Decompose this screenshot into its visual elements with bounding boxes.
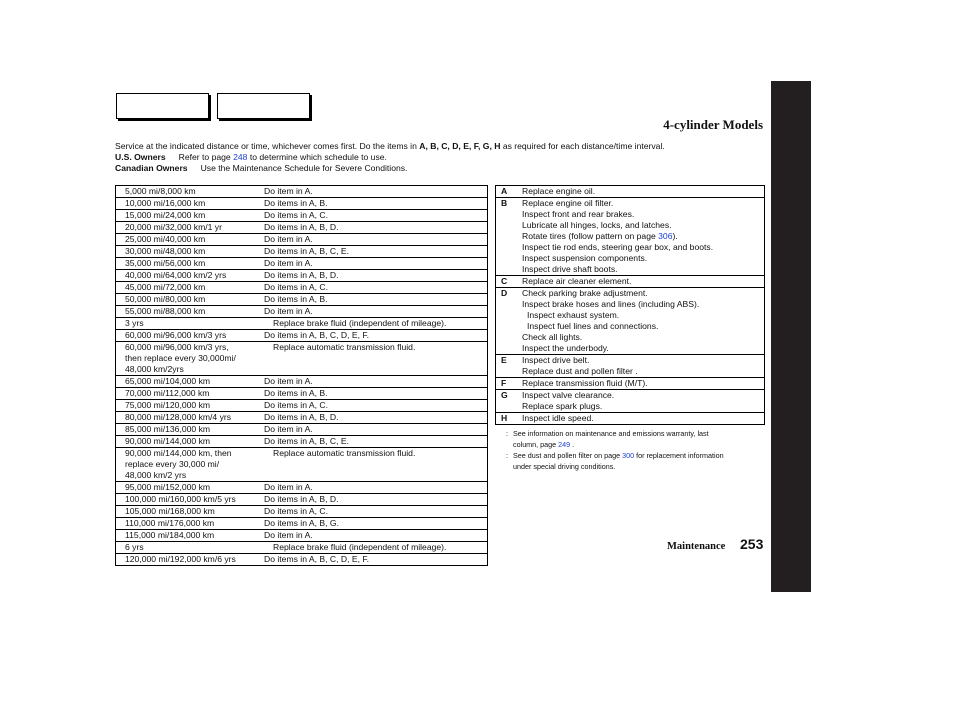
schedule-row [116,342,488,376]
legend-item-text: Inspect suspension components. [522,253,648,263]
schedule-action-text: Do items in A, B, D. [264,222,339,232]
schedule-action-text: Replace automatic transmission fluid. [273,342,416,352]
legend-item-text: Replace engine oil. [522,186,596,196]
schedule-interval-line: 115,000 mi/184,000 km [125,530,215,540]
legend-item-text: Replace dust and pollen filter . [522,366,638,376]
schedule-interval-line: 50,000 mi/80,000 km [125,294,206,304]
schedule-action-text: Replace automatic transmission fluid. [273,448,416,458]
legend-items [522,276,765,288]
schedule-action [264,282,488,294]
schedule-interval [116,222,265,234]
schedule-action [264,330,488,342]
schedule-interval-line: then replace every 30,000mi/ [125,353,236,363]
schedule-action [264,342,488,376]
schedule-interval [116,198,265,210]
schedule-action-text: Do items in A, C. [264,400,328,410]
legend-letter: H [501,413,508,423]
schedule-interval-line: 25,000 mi/40,000 km [125,234,206,244]
schedule-interval-line: 3 yrs [125,318,144,328]
schedule-row [116,246,488,258]
legend-item-text: Inspect tie rod ends, steering gear box, and boots. [522,242,714,252]
legend-item-text: Check all lights. [522,332,583,342]
schedule-row [116,518,488,530]
schedule-action [264,318,488,330]
maintenance-schedule-table [115,185,488,566]
legend-letter: G [501,390,508,400]
legend-row [496,390,765,413]
page-title: 4-cylinder Models [663,117,763,132]
legend-item-text: Inspect drive belt. [522,355,590,365]
schedule-action-text: Do item in A. [264,258,313,268]
schedule-interval [116,518,265,530]
legend-item-text: Replace engine oil filter. [522,198,614,208]
legend-letter: A [501,186,508,196]
schedule-action [264,210,488,222]
schedule-interval-line: 35,000 mi/56,000 km [125,258,206,268]
schedule-action-text: Do items in A, C. [264,210,328,220]
schedule-interval-line: 110,000 mi/176,000 km [125,518,215,528]
schedule-row [116,210,488,222]
schedule-row [116,186,488,198]
schedule-row [116,482,488,494]
schedule-interval-line: 105,000 mi/168,000 km [125,506,215,516]
section-name: Maintenance [667,541,726,552]
schedule-interval-line: 6 yrs [125,542,144,552]
legend-items [522,390,765,413]
schedule-interval-line: 48,000 km/2yrs [125,364,184,374]
schedule-interval-line: 80,000 mi/128,000 km/4 yrs [125,412,232,422]
schedule-action-text: Do item in A. [264,306,313,316]
page-link-306[interactable]: 306 [658,231,673,241]
schedule-interval-line: 70,000 mi/112,000 km [125,388,210,398]
schedule-row [116,330,488,342]
schedule-action [264,186,488,198]
schedule-interval-line: 75,000 mi/120,000 km [125,400,211,410]
legend-items [522,378,765,390]
schedule-action [264,424,488,436]
schedule-action [264,448,488,482]
schedule-interval-line: 85,000 mi/136,000 km [125,424,211,434]
schedule-action [264,412,488,424]
service-items-legend-table [495,185,765,425]
schedule-action-text: Replace brake fluid (independent of mileage). [273,318,447,328]
schedule-interval [116,294,265,306]
schedule-action-text: Do item in A. [264,424,313,434]
schedule-interval-line: 60,000 mi/96,000 km/3 yrs, [125,342,229,352]
schedule-action [264,542,488,554]
footnote-pollen-filter: : See dust and pollen filter on page 300 for replacement information under special driving conditions. [506,451,724,471]
schedule-row [116,554,488,566]
schedule-row [116,222,488,234]
schedule-interval [116,554,265,566]
schedule-action [264,234,488,246]
schedule-interval [116,494,265,506]
schedule-action [264,222,488,234]
schedule-interval [116,186,265,198]
schedule-row [116,388,488,400]
schedule-row [116,436,488,448]
legend-item-text: Inspect fuel lines and connections. [527,321,659,331]
legend-item-text: Lubricate all hinges, locks, and latches. [522,220,672,230]
nav-box-previous[interactable] [116,93,209,119]
legend-item-text: Inspect exhaust system. [527,310,620,320]
legend-letter: F [501,378,507,388]
schedule-interval [116,258,265,270]
schedule-interval-line: 120,000 mi/192,000 km/6 yrs [125,554,236,564]
schedule-action-text: Do item in A. [264,376,313,386]
schedule-interval-line: 65,000 mi/104,000 km [125,376,211,386]
schedule-action [264,294,488,306]
schedule-action [264,530,488,542]
schedule-action [264,554,488,566]
legend-row [496,198,765,276]
schedule-action-text: Do items in A, B. [264,388,328,398]
legend-item-text: Inspect idle speed. [522,413,594,423]
schedule-interval [116,376,265,388]
page-number: 253 [740,536,764,552]
schedule-interval-line: 40,000 mi/64,000 km/2 yrs [125,270,227,280]
schedule-interval [116,436,265,448]
schedule-interval [116,282,265,294]
legend-item-text: Replace spark plugs. [522,401,603,411]
legend-item-text: Replace transmission fluid (M/T). [522,378,648,388]
schedule-action [264,482,488,494]
legend-item-text: Inspect front and rear brakes. [522,209,635,219]
schedule-interval-line: 90,000 mi/144,000 km, then [125,448,232,458]
schedule-interval [116,448,265,482]
legend-item-text: Inspect the underbody. [522,343,609,353]
legend-row [496,186,765,198]
schedule-interval-line: 48,000 km/2 yrs [125,470,187,480]
schedule-interval [116,246,265,258]
legend-item-text: Replace air cleaner element. [522,276,632,286]
page-link-249[interactable]: 249 [558,440,571,449]
schedule-interval [116,530,265,542]
footnote-warranty: : See information on maintenance and emissions warranty, last column, page 249 . [506,429,709,449]
schedule-action-text: Do item in A. [264,234,313,244]
schedule-interval [116,542,265,554]
schedule-action-text: Do items in A, B, C, E. [264,436,350,446]
schedule-action-text: Do items in A, B. [264,198,328,208]
legend-item-text: Inspect valve clearance. [522,390,615,400]
schedule-row [116,306,488,318]
legend-letter: E [501,355,507,365]
legend-items [522,413,765,425]
schedule-interval [116,342,265,376]
schedule-action [264,400,488,412]
section-tab-bar [771,81,811,592]
schedule-interval-line: 60,000 mi/96,000 km/3 yrs [125,330,227,340]
schedule-action-text: Do items in A, B, C, E. [264,246,350,256]
schedule-row [116,400,488,412]
schedule-interval [116,270,265,282]
schedule-interval [116,424,265,436]
schedule-action-text: Replace brake fluid (independent of mileage). [273,542,447,552]
legend-item-text: Check parking brake adjustment. [522,288,648,298]
schedule-action-text: Do items in A, C. [264,282,328,292]
schedule-action-text: Do items in A, B. [264,294,328,304]
schedule-action [264,198,488,210]
us-owners-line: U.S. Owners Refer to page 248 to determine which schedule to use. [115,152,387,162]
schedule-interval [116,210,265,222]
schedule-action-text: Do items in A, C. [264,506,328,516]
schedule-row [116,198,488,210]
schedule-row [116,412,488,424]
legend-row [496,413,765,425]
schedule-row [116,448,488,482]
schedule-row [116,258,488,270]
legend-item-text: Inspect drive shaft boots. [522,264,618,274]
nav-box-next[interactable] [217,93,310,119]
schedule-action-text: Do items in A, B, C, D, E, F. [264,330,370,340]
legend-letter: B [501,198,508,208]
legend-row [496,276,765,288]
schedule-action [264,376,488,388]
schedule-interval-line: 100,000 mi/160,000 km/5 yrs [125,494,236,504]
legend-items [522,198,765,276]
schedule-action-text: Do items in A, B, D. [264,270,339,280]
legend-item-text: Rotate tires (follow pattern on page 306). [522,231,678,241]
schedule-row [116,282,488,294]
schedule-row [116,270,488,282]
schedule-interval [116,482,265,494]
schedule-row [116,424,488,436]
legend-row [496,288,765,355]
schedule-row [116,542,488,554]
schedule-row [116,494,488,506]
schedule-interval [116,400,265,412]
schedule-action-text: Do item in A. [264,482,313,492]
page-link-248[interactable]: 248 [233,152,248,162]
schedule-interval [116,388,265,400]
schedule-action [264,436,488,448]
schedule-interval-line: 45,000 mi/72,000 km [125,282,206,292]
schedule-action [264,270,488,282]
legend-row [496,378,765,390]
schedule-action [264,506,488,518]
schedule-interval-line: 95,000 mi/152,000 km [125,482,211,492]
legend-items [522,288,765,355]
schedule-action-text: Do items in A, B, D. [264,494,339,504]
schedule-interval [116,234,265,246]
schedule-action-text: Do items in A, B, D. [264,412,339,422]
schedule-row [116,530,488,542]
schedule-row [116,234,488,246]
schedule-action [264,388,488,400]
page-link-300[interactable]: 300 [622,451,635,460]
schedule-interval [116,330,265,342]
schedule-interval-line: 55,000 mi/88,000 km [125,306,206,316]
schedule-action [264,258,488,270]
us-owners-label: U.S. Owners [115,152,166,162]
legend-items [522,355,765,378]
legend-letter: D [501,288,508,298]
schedule-action [264,306,488,318]
schedule-action [264,494,488,506]
legend-row [496,355,765,378]
schedule-row [116,506,488,518]
legend-item-text: Inspect brake hoses and lines (including ABS). [522,299,700,309]
schedule-row [116,376,488,388]
intro-line: Service at the indicated distance or time, whichever comes first. Do the items in A, B, C, D, E, F, G, H as required for each distance/time interval. [115,141,665,151]
schedule-action [264,518,488,530]
schedule-action-text: Do items in A, B, G. [264,518,339,528]
schedule-interval [116,412,265,424]
schedule-action-text: Do items in A, B, C, D, E, F. [264,554,370,564]
schedule-action [264,246,488,258]
schedule-interval [116,306,265,318]
legend-items [522,186,765,198]
schedule-interval [116,506,265,518]
canadian-owners-line: Canadian Owners Use the Maintenance Schedule for Severe Conditions. [115,163,408,173]
schedule-interval-line: 90,000 mi/144,000 km [125,436,211,446]
schedule-interval-line: 20,000 mi/32,000 km/1 yr [125,222,222,232]
schedule-interval-line: 10,000 mi/16,000 km [125,198,206,208]
schedule-interval-line: 30,000 mi/48,000 km [125,246,206,256]
schedule-action-text: Do item in A. [264,186,313,196]
legend-letter: C [501,276,508,286]
schedule-row [116,294,488,306]
schedule-action-text: Do item in A. [264,530,313,540]
schedule-row [116,318,488,330]
schedule-interval-line: 15,000 mi/24,000 km [125,210,206,220]
canadian-owners-label: Canadian Owners [115,163,188,173]
schedule-interval-line: 5,000 mi/8,000 km [125,186,196,196]
schedule-interval-line: replace every 30,000 mi/ [125,459,220,469]
schedule-interval [116,318,265,330]
